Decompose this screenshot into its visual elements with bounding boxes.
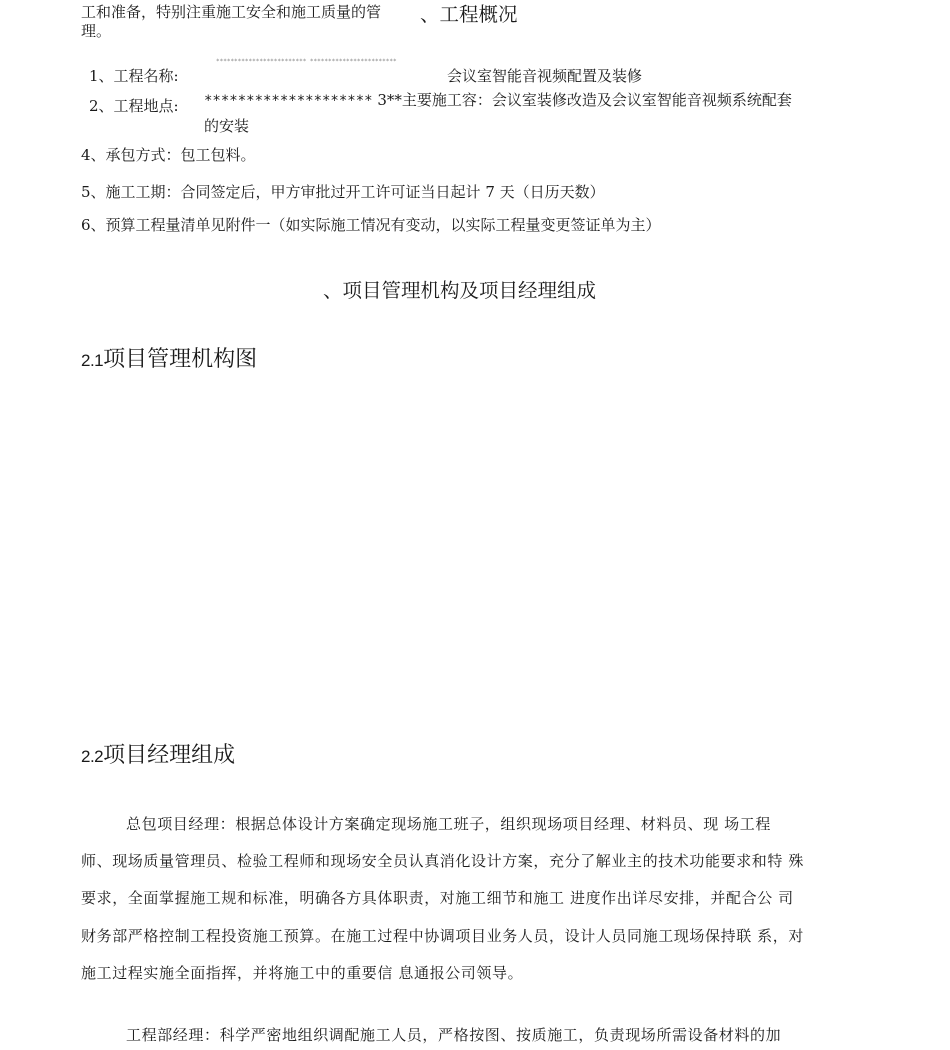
intro-line-1: 工和准备，特别注重施工安全和施工质量的管: [81, 3, 382, 21]
overview-item5: 5、施工工期：合同签定后，甲方审批过开工许可证当日起计 7 天（日历天数）: [81, 183, 605, 201]
intro-line-2: 理。: [81, 22, 112, 40]
subsection-2-2-heading: [81, 742, 235, 771]
paragraph-1-line: 总包项目经理：根据总体设计方案确定现场施工班子，组织现场项目经理、材料员、现 场工程: [126, 815, 771, 833]
paragraph-1-line: 施工过程实施全面指挥，并将施工中的重要信 息通报公司领导。: [81, 964, 524, 982]
overview-item6: 6、预算工程量清单见附件一（如实际施工情况有变动，以实际工程量变更签证单为主）: [81, 216, 661, 234]
overview-item1-value: 会议室智能音视频配置及装修: [447, 67, 643, 85]
paragraph-1-line: 要求，全面掌握施工规和标准，明确各方具体职责，对施工细节和施工 进度作出详尽安排，并配合公 司: [81, 889, 794, 907]
overview-item2-stars: ********************: [204, 93, 373, 109]
overview-item1-label: 1、工程名称:: [89, 67, 179, 85]
overview-item2-line: [204, 90, 792, 111]
subsection-2-1-title: 项目管理机构图: [103, 347, 258, 372]
section-title-management: 、项目管理机构及项目经理组成: [323, 279, 597, 302]
paragraph-2-line: 工程部经理：科学严密地组织调配施工人员，严格按图、按质施工，负责现场所需设备材料的加: [126, 1026, 782, 1044]
paragraph-1-line: 财务部严格控制工程投资施工预算。在施工过程中协调项目业务人员，设计人员同施工现场保持联 系，对: [81, 927, 804, 945]
subsection-2-2-title: 项目经理组成: [103, 743, 236, 768]
subsection-2-2-number: 2.2: [81, 747, 104, 766]
overview-item4: 4、承包方式：包工包料。: [81, 146, 256, 164]
paragraph-1-line: 师、现场质量管理员、检验工程师和现场安全员认真消化设计方案，充分了解业主的技术功能要求和特 殊: [81, 852, 804, 870]
subsection-2-1-heading: [81, 346, 257, 375]
subsection-2-1-number: 2.1: [81, 351, 104, 370]
overview-item2-continued: 的安装: [204, 117, 250, 135]
section-title-overview: 、工程概况: [420, 3, 518, 26]
overview-item2-label: 2、工程地点:: [89, 97, 179, 115]
overview-item2-rest: 3**主要施工容：会议室装修改造及会议室智能音视频系统配套: [372, 91, 792, 109]
org-chart-area: [81, 390, 861, 720]
overview-item1-mask: ************************* ************************: [216, 58, 397, 65]
